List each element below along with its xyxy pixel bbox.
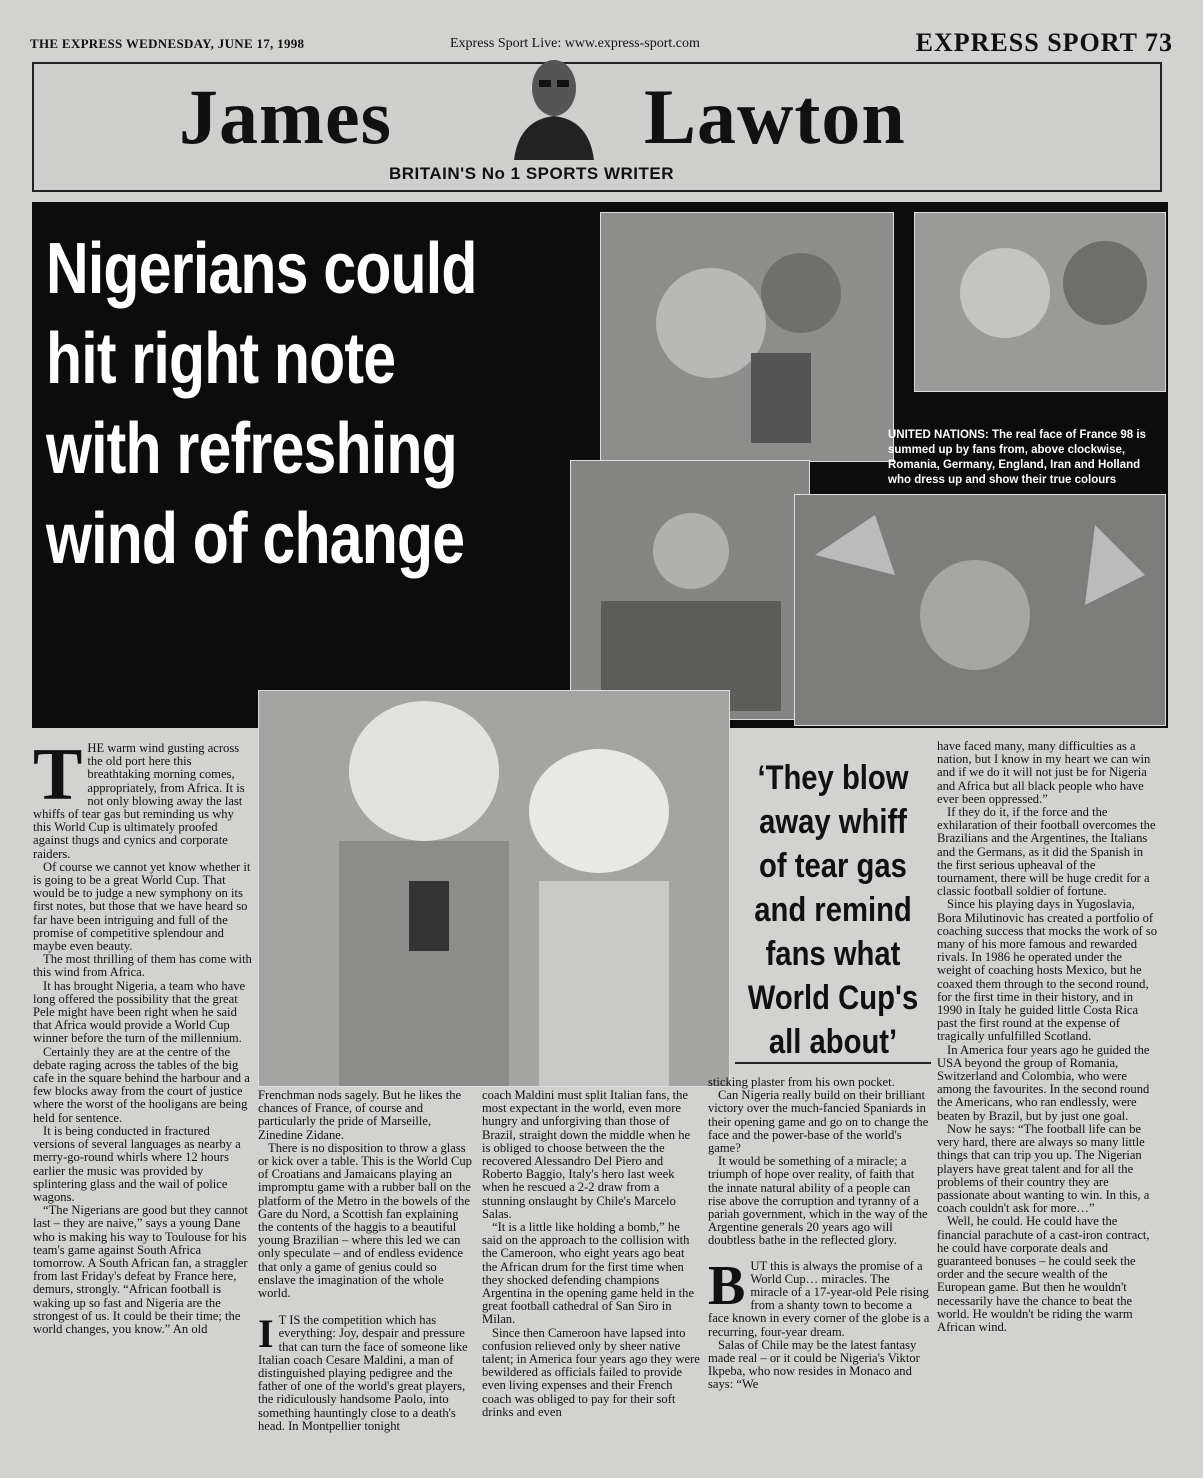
fan-photo-image [915, 213, 1165, 391]
drop-cap: B [708, 1254, 746, 1317]
tagline: BRITAIN'S No 1 SPORTS WRITER [389, 164, 675, 183]
caption-lead: UNITED NATIONS: [888, 429, 989, 441]
first-name: James [179, 73, 392, 160]
fan-photo-image [601, 213, 893, 461]
drop-cap: I [258, 1311, 274, 1357]
drop-cap: T [33, 734, 83, 816]
section-break [258, 1311, 476, 1433]
paragraph: There is no disposition to throw a glass or kick over a table. This is the World Cup of Croatians and Jamaicans playing an impromptu game with a rubber ball on the platform of the Metro in the bowels of the Gare du Nord, a Scottish fan explaining the contents of the haggis to a beautiful young Brazilian – where this led we can only speculate – and of endless evidence that only a game of genius could so enslave the imagination of the whole world. [258, 1140, 472, 1301]
article-column-3 [482, 1089, 700, 1419]
fan-photo-germany [914, 212, 1166, 392]
section-break [708, 1254, 930, 1339]
page-number: 73 [1145, 28, 1173, 57]
paragraph: Now he says: “The football life can be very hard, there are always so many little things that can trip you up. The Nigerian players have great talent and for all the problems of their country they are passionate about wanting to win. In this, a coach couldn't ask for more…” [937, 1121, 1150, 1216]
fan-photo-iran [570, 460, 810, 720]
pull-quote: ‘They blow away whiff of tear gas and remind fans what World Cup's all about’ [747, 759, 919, 1061]
paragraph: It would be something of a miracle; a triumph of hope over reality, of faith that the innate natural ability of a people can rise above the corruption and tyranny of a pariah government, which in the way of the Argentine generals 20 years ago will doubtless bathe in the reflected glory. [708, 1154, 928, 1248]
fan-photo-holland [794, 494, 1166, 726]
pull-quote-rule [735, 1062, 931, 1064]
last-name: Lawton [644, 73, 906, 160]
columnist-masthead [32, 62, 1162, 192]
paragraph: “The Nigerians are good but they cannot last – they are naive,” says a young Dane who is making his way to Toulouse for his team's game against South Africa tomorrow. A South African fan, a straggler from last Friday's defeat by France here, demurs, strongly. “African football is waking up so fast and Nigeria are the strongest of us. It could be their time; the world changes, you know.” An old [33, 1203, 248, 1336]
section-name: EXPRESS SPORT [915, 28, 1138, 57]
page-header [30, 28, 1173, 57]
fan-photo-romania [600, 212, 894, 462]
paragraph: Frenchman nods sagely. But he likes the chances of France, of course and particularly the pride of Marseille, Zinedine Zidane. [258, 1088, 462, 1142]
england-fans-image [259, 691, 729, 1086]
hero-block [32, 202, 1168, 728]
paragraph: In America four years ago he guided the USA beyond the group of Romania, Switzerland and Colombia, who were among the favourites. In the second round the Americans, who ran endlessly, were beaten by Brazil, but by just one goal. [937, 1042, 1150, 1123]
paragraph: HE warm wind gusting across the old port here this breathtaking morning comes, appropriately, from Africa. It is not only blowing away the last whiffs of tear gas but reminding us why this World Cup is ultimately proofed against thugs and cynics and corporate raiders. [33, 741, 245, 861]
england-fans-photo [258, 690, 730, 1087]
paragraph: It has brought Nigeria, a team who have long offered the possibility that the great Pele might have been right when he said that Africa would provide a World Cup winner before the turn of the millennium. [33, 978, 246, 1046]
article-column-2 [258, 1089, 476, 1433]
section-title [916, 28, 1173, 58]
paragraph: Well, he could. He could have the financial parachute of a cast-iron contract, he could have corporate deals and guaranteed bonuses – he could seek the order and the secure wealth of the European game. But then he wouldn't necessarily have the chance to beat the world. He wouldn't be riding the warm African wind. [937, 1214, 1150, 1334]
article-column-1 [33, 734, 253, 1336]
paragraph: Can Nigeria really build on their brilliant victory over the much-fancied Spaniards in their opening game and go on to change the face and the power-base of the world's game? [708, 1088, 929, 1156]
website-line: Express Sport Live: www.express-sport.com [450, 36, 700, 51]
paragraph: Certainly they are at the centre of the debate raging across the tables of the big cafe in the square behind the harbour and a few blocks away from the court of justice where the worst of the hooligans are being held for sentence. [33, 1044, 250, 1125]
columnist-portrait-icon [509, 50, 599, 160]
paragraph: Since his playing days in Yugoslavia, Bora Milutinovic has created a portfolio of coaching success that mocks the work of so many of his more famous and rewarded rivals. In 1986 he operated under the weight of coaching hosts Mexico, but he coaxed them through to the second round, for the first time in their history, and in 1990 in Italy he guided little Costa Rica past the first round at the expense of tragically unfulfilled Scotland. [937, 897, 1157, 1044]
headline: Nigerians could hit right note with refreshing wind of change [46, 229, 477, 579]
paragraph: Salas of Chile may be the latest fantasy made real – or it could be Nigeria's Viktor Ikpeba, who now resides in Monaco and says: “We [708, 1337, 920, 1392]
paragraph: The most thrilling of them has come with this wind from Africa. [33, 952, 252, 980]
paragraph: Since then Cameroon have lapsed into confusion relieved only by sheer native talent; in America four years ago they were bewildered as officials failed to provide even living expenses and their French coach was obliged to pay for their soft drinks and even [482, 1325, 700, 1419]
caption-text: The real face of France 98 is summed up by fans from, above clockwise, Romania, Germany, England, Iran and Holland who dress up and show their true colours [888, 429, 1146, 486]
paragraph: sticking plaster from his own pocket. [708, 1075, 895, 1089]
photo-caption [888, 428, 1156, 488]
fan-photo-image [571, 461, 809, 719]
fan-photo-image [795, 495, 1165, 725]
paragraph: have faced many, many difficulties as a nation, but I know in my heart we can win and if we do it will not just be for Nigeria and Africa but all black people who have ever been oppressed.” [937, 739, 1151, 806]
paragraph: If they do it, if the force and the exhilaration of their football overcomes the Brazilians and the Argentines, the Italians and the Germans, as it did the Spanish in the first serious upheaval of the tournament, there will be huge credit for a classic football soldier of fortune. [937, 805, 1156, 899]
paragraph: coach Maldini must split Italian fans, the most expectant in the world, even more hungry and unforgiving than those of Brazil, straight down the middle when he is obliged to choose between the the recovered Alessandro Del Piero and Roberto Baggio, Italy's hero last week when he rescued a 2-2 draw from a stunning onslaught by Chile's Marcelo Salas. [482, 1088, 691, 1221]
dateline: THE EXPRESS WEDNESDAY, JUNE 17, 1998 [30, 36, 305, 51]
paragraph: T IS the competition which has everything: Joy, despair and pressure that can turn the face of someone like Italian coach Cesare Maldini, a man of distinguished playing pedigree and the father of one of the world's great players, the ridiculously handsome Paolo, into something hauntingly close to a death's head. In Montpellier tonight [258, 1313, 468, 1433]
article-column-5 [937, 740, 1159, 1334]
paragraph: Of course we cannot yet know whether it is going to be a great World Cup. That would be to judge a new symphony on its first notes, but those that we have heard so far have been intriguing and full of the promise of competitive splendour and maybe even beauty. [33, 859, 251, 954]
paragraph: “It is a little like holding a bomb,” he said on the approach to the collision with the Cameroon, who eight years ago beat the African drum for the first time when they shocked defending champions Argentina in the opening game held in the great football cathedral of San Siro in Milan. [482, 1220, 695, 1327]
paragraph: It is being conducted in fractured versions of several languages as nearby a merry-go-round whirls where 12 hours earlier the music was provided by splintering glass and the wail of police wagons. [33, 1123, 241, 1204]
article-column-4 [708, 1076, 930, 1392]
paragraph: UT this is always the promise of a World Cup… miracles. The miracle of a 17-year-old Pele rising from a shanty town to become a face known in every corner of the globe is a recurring, four-year dream. [708, 1258, 930, 1339]
